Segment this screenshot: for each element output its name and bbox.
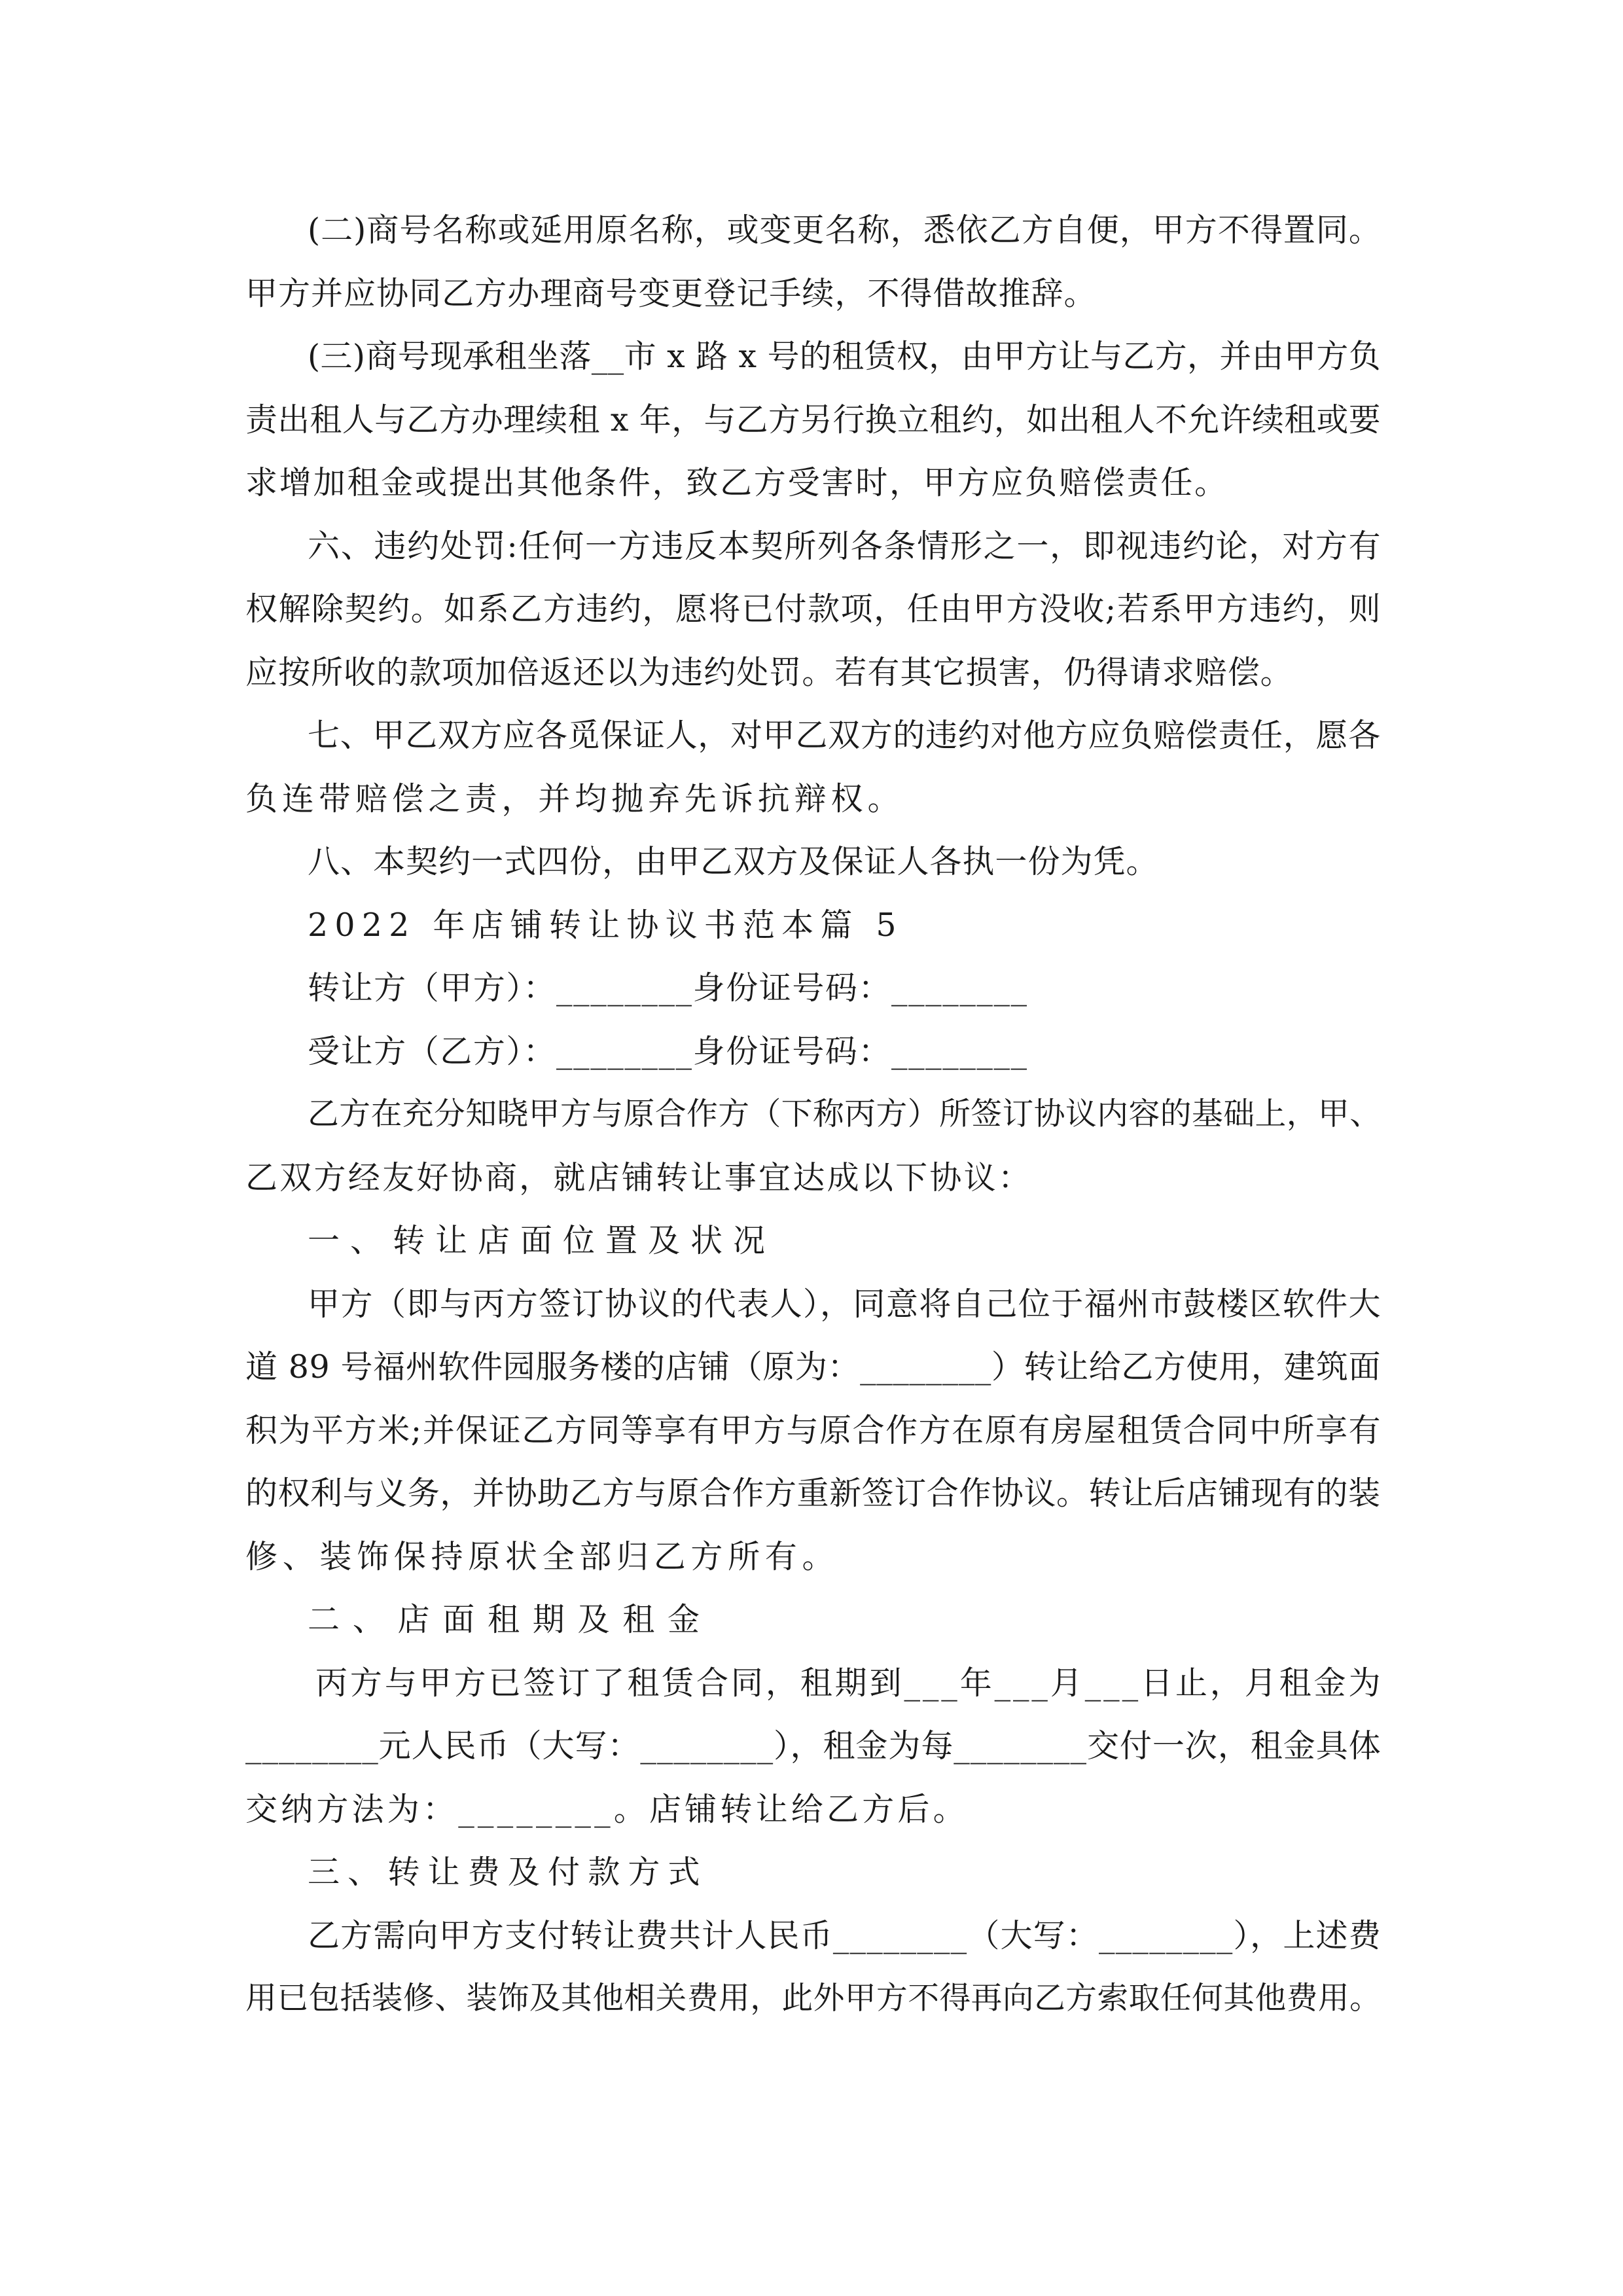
- form-field-line: 受让方（乙方）：________身份证号码：________: [308, 1033, 1028, 1070]
- paragraph-line: (二)商号名称或延用原名称，或变更名称，悉依乙方自便，甲方不得置同。: [308, 211, 1382, 249]
- paragraph-line: 乙方在充分知晓甲方与原合作方（下称丙方）所签订协议内容的基础上，甲、: [308, 1096, 1382, 1132]
- paragraph-line: 应按所收的款项加倍返还以为违约处罚。若有其它损害，仍得请求赔偿。: [245, 654, 1293, 691]
- paragraph-line: 丙方与甲方已签订了租赁合同，租期到___年___月___日止，月租金为: [315, 1664, 1383, 1702]
- paragraph-line: 七、甲乙双方应各觅保证人，对甲乙双方的违约对他方应负赔偿责任，愿各: [308, 717, 1381, 754]
- section-heading: 二、店面租期及租金: [308, 1601, 713, 1638]
- paragraph-line: 求增加租金或提出其他条件，致乙方受害时，甲方应负赔偿责任。: [245, 464, 1228, 501]
- paragraph-line: 责出租人与乙方办理续租 x 年，与乙方另行换立租约，如出租人不允许续租或要: [245, 401, 1382, 439]
- paragraph-line: 六、违约处罚:任何一方违反本契所列各条情形之一，即视违约论，对方有: [308, 528, 1382, 565]
- paragraph-line: 负连带赔偿之责，并均抛弃先诉抗辩权。: [245, 780, 904, 817]
- paragraph-line: 甲方并应协同乙方办理商号变更登记手续，不得借故推辞。: [245, 275, 1097, 312]
- paragraph-line: 的权利与义务，并协助乙方与原合作方重新签订合作协议。转让后店铺现有的装: [245, 1475, 1381, 1512]
- paragraph-line: 交纳方法为：________。店铺转让给乙方后。: [245, 1791, 969, 1828]
- paragraph-line: 修、装饰保持原状全部归乙方所有。: [245, 1538, 840, 1575]
- paragraph-line: (三)商号现承租坐落__市 x 路 x 号的租赁权，由甲方让与乙方，并由甲方负: [308, 338, 1382, 375]
- paragraph-line: 积为平方米;并保证乙方同等享有甲方与原合作方在原有房屋租赁合同中所享有: [245, 1412, 1382, 1449]
- paragraph-line: 用已包括装修、装饰及其他相关费用，此外甲方不得再向乙方索取任何其他费用。: [245, 1981, 1382, 2017]
- form-field-line: 转让方（甲方）：________身份证号码：________: [308, 969, 1028, 1007]
- paragraph-line: 权解除契约。如系乙方违约，愿将已付款项，任由甲方没收;若系甲方违约，则: [245, 590, 1382, 628]
- paragraph-line: 甲方（即与丙方签订协议的代表人），同意将自己位于福州市鼓楼区软件大: [308, 1285, 1382, 1323]
- paragraph-line: 道 89 号福州软件园服务楼的店铺（原为：________）转让给乙方使用，建筑面: [245, 1348, 1382, 1386]
- paragraph-line: ________元人民币（大写：________），租金为每________交付一次，租金具体: [245, 1727, 1382, 1765]
- section-heading: 2022 年店铺转让协议书范本篇 5: [308, 906, 903, 944]
- paragraph-line: 乙方需向甲方支付转让费共计人民币________（大写：________），上述费: [308, 1917, 1382, 1954]
- section-heading: 一、转让店面位置及状况: [308, 1222, 776, 1259]
- section-heading: 三、转让费及付款方式: [308, 1854, 708, 1891]
- paragraph-line: 乙双方经友好协商，就店铺转让事宜达成以下协议：: [245, 1159, 1033, 1196]
- paragraph-line: 八、本契约一式四份，由甲乙双方及保证人各执一份为凭。: [308, 843, 1159, 880]
